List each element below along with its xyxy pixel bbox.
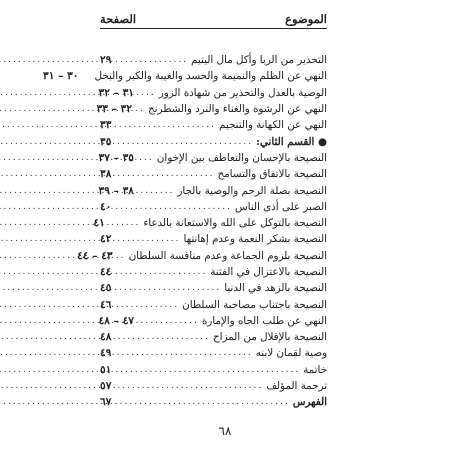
toc-entry-title: النهي عن طلب الجاه والإمارة (201, 314, 327, 327)
toc-entry (100, 362, 327, 378)
toc-entry-page: ٦٧ (100, 396, 112, 409)
toc-entry (100, 133, 327, 149)
dot-leader (137, 329, 210, 345)
toc-entry-title: النهي عن الرشوة والغناء والنرد والشطرنج (148, 103, 327, 116)
dot-leader (137, 362, 300, 378)
toc-entry (77, 248, 327, 264)
toc-entry-title: النصيحة بالإقلال من المزاح (212, 331, 327, 344)
page-number: ٦٨ (218, 424, 232, 438)
dot-leader (137, 280, 221, 296)
toc-entry-title: النصيحة بالتوكل على الله والاستعانة بالدعاء (143, 217, 327, 230)
dot-leader (116, 248, 126, 264)
toc-entry (100, 264, 327, 280)
toc-entry (100, 378, 327, 394)
dot-leader (137, 117, 216, 133)
dot-leader (130, 215, 140, 231)
toc-entry-title: النهي عن الظلم والنميمة والحسد والغيبة والكبر والبخل (94, 70, 327, 83)
dot-leader (137, 199, 232, 215)
toc-entry (100, 329, 327, 345)
toc-entry (100, 166, 327, 182)
toc-entry-page: ٥٧ (100, 380, 112, 393)
toc-entry-page: ٤٩ (100, 347, 112, 360)
toc-entry-page: ٣٥ – ٣٧ (98, 151, 134, 164)
toc-entry-page: ٤٤ (100, 266, 112, 278)
toc-entry-title: وصية لقمان لابنه (255, 347, 327, 360)
toc-entry-title: ● القسم الثاني: (256, 135, 327, 148)
toc-entry-page: ٤١ (93, 217, 105, 230)
toc-entry-title: النصيحة بصلة الرحم والوصية بالجار (177, 184, 327, 197)
toc-entry-page: ٤٠ (100, 200, 112, 213)
dot-leader (137, 166, 215, 182)
toc-entry-page: ٣٥ (100, 135, 112, 148)
toc-entry-title: الفهرس (292, 396, 327, 409)
toc-entry-page: ٤٣ – ٤٤ (77, 249, 113, 262)
toc-entry-title: التحذير من الربا وأكل مال اليتيم (191, 54, 327, 67)
dot-leader (137, 394, 290, 410)
toc-entry-title: النصيحة بالإحسان والتعاطف بين الإخوان (156, 151, 327, 164)
toc-entry-page: ٤٧ – ٤٨ (98, 314, 134, 327)
toc-entry (100, 313, 327, 329)
toc-entry-title: النصيحة باجتناب مصاحبة السلطان (182, 298, 327, 311)
toc-entry (100, 150, 327, 166)
dot-leader (137, 150, 154, 166)
toc-entry-page: ٣٨ (100, 168, 112, 181)
dot-leader (137, 231, 180, 247)
toc-entry-title: الوصية بالعدل والتحذير من شهادة الزور (158, 86, 327, 99)
topic-column-heading: الموضوع (285, 12, 327, 26)
toc-entry (100, 296, 327, 312)
toc-entry-title: خاتمة (303, 363, 327, 376)
toc-entry (100, 394, 327, 410)
toc-entry-page: ٣٢ – ٣٣ (96, 103, 133, 116)
toc-entry-title: النصيحة بشكر النعمة وعدم إهانتها (183, 233, 327, 246)
toc-list (43, 52, 327, 411)
page-column-heading: الصفحة (100, 12, 137, 26)
toc-entry-page: ٣٨ – ٣٩ (98, 184, 134, 197)
toc-entry-page: ٤٢ (100, 233, 112, 246)
toc-entry (100, 117, 327, 133)
toc-entry (93, 215, 327, 231)
toc-entry-title: النهي عن الكهانة والتنجيم (219, 119, 327, 132)
toc-entry (100, 85, 327, 101)
toc-entry-title: ترجمة المؤلف (266, 380, 327, 393)
dot-leader (137, 134, 253, 150)
toc-entry-title: الصبر على أذى الناس (235, 200, 327, 213)
dot-leader (137, 52, 188, 68)
dot-leader (135, 101, 145, 117)
dot-leader (137, 183, 174, 199)
dot-leader (137, 313, 199, 329)
toc-entry-page: ٥١ (100, 363, 112, 376)
dot-leader (137, 264, 207, 280)
dot-leader (137, 85, 156, 101)
toc-entry-page: ٤٦ (100, 298, 112, 311)
toc-entry (100, 280, 327, 296)
toc-entry-page: ٤٨ (100, 331, 112, 344)
toc-entry (100, 345, 327, 361)
toc-entry-page: ٣٠ – ٣١ (43, 70, 79, 83)
toc-entry (43, 68, 327, 84)
toc-entry-page: ٣١ – ٣٢ (98, 86, 134, 99)
toc-entry-page: ٢٩ (100, 54, 112, 67)
toc-entry (100, 52, 327, 68)
toc-entry (96, 101, 327, 117)
toc-entry (100, 231, 327, 247)
header-divider (100, 28, 327, 29)
dot-leader (137, 378, 263, 394)
toc-header (100, 8, 327, 26)
toc-entry (100, 199, 327, 215)
toc-entry-title: النصيحة بالزهد في الدنيا (224, 282, 327, 295)
toc-entry-page: ٤٥ (100, 282, 112, 295)
toc-entry-title: النصيحة بلزوم الجماعة وعدم منافسة السلطان (128, 249, 327, 262)
toc-entry-page: ٣٣ (100, 119, 112, 132)
toc-entry-title: النصيحة بالاتفاق والتسامح (217, 168, 327, 181)
dot-leader (137, 297, 179, 313)
toc-entry (100, 182, 327, 198)
toc-entry-title: النصيحة بالاعتزال في الفتنة (210, 266, 327, 278)
dot-leader (137, 345, 253, 361)
